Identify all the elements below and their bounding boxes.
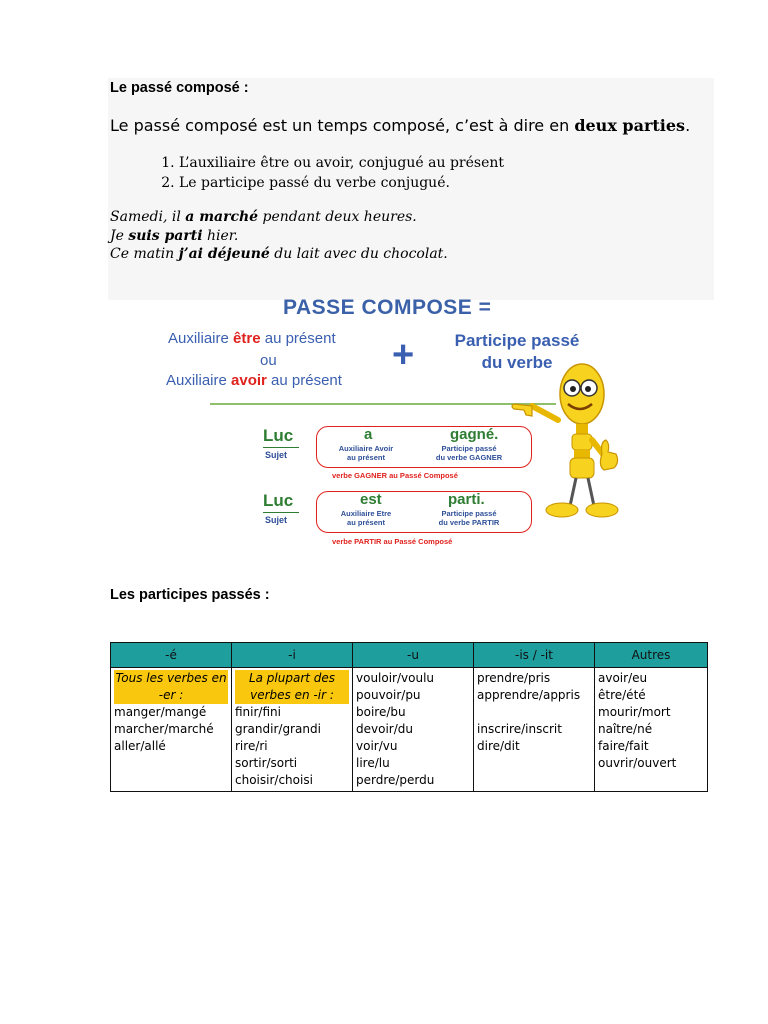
intro-paragraph: [110, 116, 690, 135]
verb-pair: lire/lu: [356, 756, 390, 770]
example-pre: Samedi, il: [110, 209, 186, 225]
subject-underline: [263, 512, 299, 513]
verb-pair: aller/allé: [114, 739, 166, 753]
desc-line: du verbe PARTIR: [438, 518, 500, 527]
pp-word: gagné.: [450, 426, 499, 443]
verb-pair: perdre/perdu: [356, 773, 435, 787]
heading-passe-compose: Le passé composé :: [110, 80, 249, 96]
table-cell: [353, 668, 474, 792]
verb-pair: choisir/choisi: [235, 773, 313, 787]
desc-line: au présent: [347, 518, 385, 527]
verb-pair: apprendre/appris: [477, 688, 581, 702]
aux-post: au présent: [260, 330, 336, 347]
heading-participes-passes: Les participes passés :: [110, 587, 270, 603]
example-caption: verbe PARTIR au Passé Composé: [332, 537, 453, 546]
intro-bold: deux parties: [574, 116, 686, 135]
col-header: -i: [232, 643, 353, 668]
sujet-label: Sujet: [265, 450, 288, 460]
example-bold: j’ai déjeuné: [178, 246, 270, 262]
pp-line: Participe passé: [454, 331, 580, 350]
verb-pair: dire/dit: [477, 739, 520, 753]
verb-pair: vouloir/voulu: [356, 671, 435, 685]
example-caption: verbe GAGNER au Passé Composé: [332, 471, 458, 480]
verb-pair: naître/né: [598, 722, 653, 736]
pp-desc: [414, 444, 524, 462]
example-pre: Ce matin: [110, 246, 179, 262]
col-header: -u: [353, 643, 474, 668]
step-item: 2. Le participe passé du verbe conjugué.: [179, 173, 504, 193]
example-pre: Je: [110, 228, 129, 244]
aux-red: avoir: [231, 372, 267, 389]
illustration-title: PASSE COMPOSE =: [283, 296, 492, 319]
subject-underline: [263, 447, 299, 448]
verb-pair: manger/mangé: [114, 705, 207, 719]
verb-pair: marcher/marché: [114, 722, 214, 736]
aux-desc: [324, 444, 408, 462]
verb-pair: avoir/eu: [598, 671, 648, 685]
aux-pre: Auxiliaire: [168, 330, 234, 347]
verb-pair: voir/vu: [356, 739, 398, 753]
pp-desc: [414, 509, 524, 527]
col-header: Autres: [595, 643, 708, 668]
highlight-note: La plupart des verbes en -ir :: [235, 670, 349, 704]
ou-label: ou: [260, 352, 277, 369]
aux-post: au présent: [266, 372, 342, 389]
intro-text: Le passé composé est un temps composé, c’est à dire en: [110, 116, 575, 135]
subject-luc: Luc: [263, 426, 294, 445]
desc-line: Auxiliaire Avoir: [338, 444, 394, 453]
sujet-label: Sujet: [265, 515, 288, 525]
verb-pair: sortir/sorti: [235, 756, 298, 770]
verb-pair: faire/fait: [598, 739, 649, 753]
verb-pair: ouvrir/ouvert: [598, 756, 677, 770]
col-header: -is / -it: [474, 643, 595, 668]
table-cell: [474, 668, 595, 792]
aux-etre-label: [168, 330, 336, 347]
example-post: pendant deux heures.: [258, 209, 417, 225]
verb-pair: [477, 704, 591, 721]
verb-pair: prendre/pris: [477, 671, 551, 685]
verb-pair: pouvoir/pu: [356, 688, 421, 702]
pp-word: parti.: [448, 491, 485, 508]
verb-pair: grandir/grandi: [235, 722, 321, 736]
table-cell: [232, 668, 353, 792]
desc-line: Participe passé: [441, 444, 497, 453]
example-bold: suis parti: [128, 228, 203, 244]
verb-pair: boire/bu: [356, 705, 406, 719]
example-post: du lait avec du chocolat.: [269, 246, 448, 262]
desc-line: Auxiliaire Etre: [340, 509, 392, 518]
desc-line: du verbe GAGNER: [435, 453, 503, 462]
desc-line: Participe passé: [441, 509, 497, 518]
verb-pair: finir/fini: [235, 705, 281, 719]
aux-desc: [324, 509, 408, 527]
aux-pre: Auxiliaire: [166, 372, 232, 389]
thumbs-up-mascot-icon: [510, 358, 620, 528]
verb-pair: mourir/mort: [598, 705, 671, 719]
example-bold: a marché: [185, 209, 259, 225]
verb-pair: être/été: [598, 688, 646, 702]
col-header: -é: [111, 643, 232, 668]
example-line: [110, 209, 417, 225]
intro-end: .: [685, 116, 691, 135]
table-header-row: [111, 643, 708, 668]
table-cell: [595, 668, 708, 792]
verb-pair: devoir/du: [356, 722, 413, 736]
example-line: [110, 228, 238, 244]
aux-word: a: [364, 426, 373, 443]
aux-avoir-label: [166, 372, 342, 389]
example-line: [110, 246, 448, 262]
divider-line: [210, 403, 556, 405]
aux-word: est: [360, 491, 382, 508]
passe-compose-illustration: [160, 296, 620, 558]
table-cell: [111, 668, 232, 792]
participes-table: [110, 642, 708, 792]
table-row: [111, 668, 708, 792]
plus-sign: +: [392, 334, 415, 376]
step-item: 1. L’auxiliaire être ou avoir, conjugué au présent: [179, 153, 504, 173]
verb-pair: inscrire/inscrit: [477, 722, 562, 736]
aux-red: être: [233, 330, 261, 347]
example-post: hier.: [202, 228, 239, 244]
highlight-note: Tous les verbes en -er :: [115, 671, 227, 702]
desc-line: au présent: [347, 453, 385, 462]
verb-pair: rire/ri: [235, 739, 268, 753]
pp-line: du verbe: [481, 353, 553, 372]
subject-luc: Luc: [263, 491, 294, 510]
steps-list: [130, 153, 504, 193]
